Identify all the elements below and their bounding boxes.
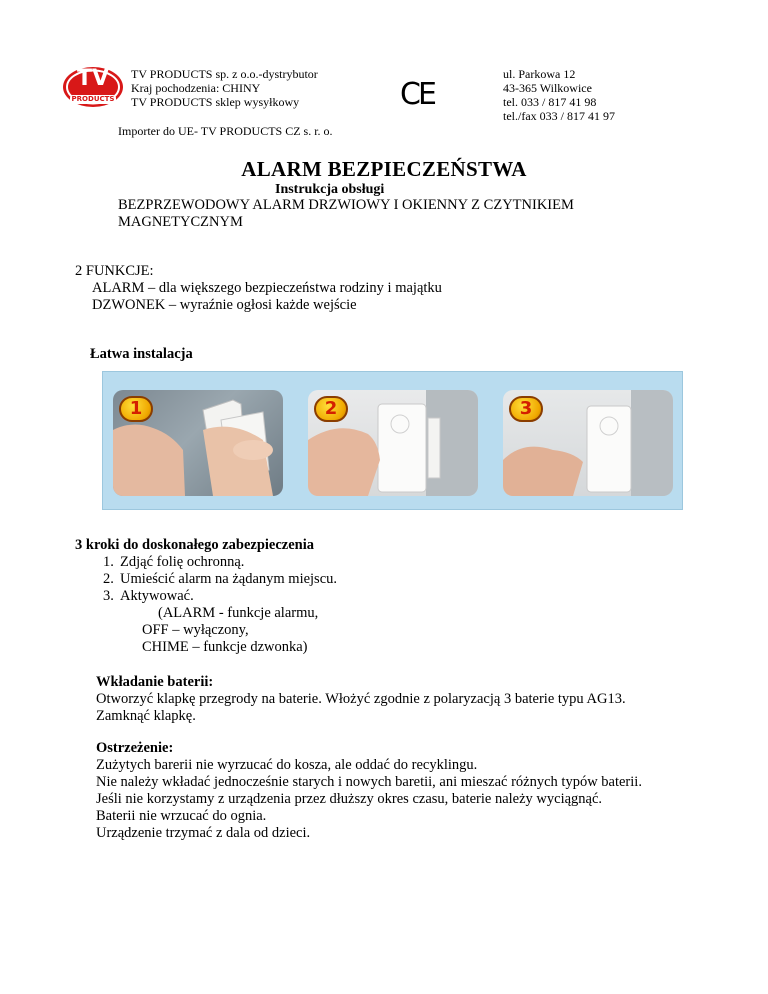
logo-subtext: PRODUCTS [71, 95, 115, 103]
step-photo-2 [308, 390, 478, 496]
step-badge-2: 2 [314, 396, 348, 422]
page-title: ALARM BEZPIECZEŃSTWA [241, 157, 527, 181]
warning-line: Nie należy wkładać jednocześnie starych i nowych baretii, ani mieszać różnych typów baterii. [96, 774, 642, 790]
step-photo-3 [503, 390, 673, 496]
address-city: 43-365 Wilkowice [503, 81, 592, 95]
page-subtitle: Instrukcja obsługi [275, 182, 385, 197]
installation-steps-image [102, 371, 683, 510]
battery-heading: Wkładanie baterii: [96, 674, 214, 690]
step-photo-1 [113, 390, 283, 496]
functions-list [92, 280, 442, 314]
warning-line: Baterii nie wrzucać do ognia. [96, 808, 267, 824]
warning-line: Urządzenie trzymać z dala od dzieci. [96, 825, 311, 841]
battery-instructions [96, 691, 626, 725]
product-description [118, 197, 574, 231]
mode-chime: CHIME – funkcje dzwonka) [142, 639, 308, 655]
address-fax: tel./fax 033 / 817 41 97 [503, 109, 615, 123]
step-text: Aktywować. [120, 588, 194, 604]
address-street: ul. Parkowa 12 [503, 67, 576, 81]
step-badge-3: 3 [509, 396, 543, 422]
functions-heading: 2 FUNKCJE: [75, 263, 154, 279]
step-item-3: 3. Aktywować. [103, 588, 194, 604]
step-text: Umieścić alarm na żądanym miejscu. [120, 571, 338, 587]
warning-list [96, 757, 642, 842]
steps-list [103, 554, 337, 605]
address-block [503, 67, 615, 123]
battery-line: Zamknąć klapkę. [96, 708, 196, 724]
warning-heading: Ostrzeżenie: [96, 740, 174, 756]
steps-heading: 3 kroki do doskonałego zabezpieczenia [75, 537, 314, 553]
battery-line: Otworzyć klapkę przegrody na baterie. Włożyć zgodnie z polaryzacją 3 baterie typu AG13. [96, 691, 626, 707]
shop-line: TV PRODUCTS sklep wysyłkowy [131, 95, 300, 109]
function-item-alarm: ALARM – dla większego bezpieczeństwa rodziny i majątku [92, 280, 442, 296]
distributor-line: TV PRODUCTS sp. z o.o.-dystrybutor [131, 67, 318, 81]
origin-line: Kraj pochodzenia: CHINY [131, 81, 261, 95]
tv-products-logo [62, 66, 124, 108]
warning-line: Jeśli nie korzystamy z urządzenia przez dłuższy okres czasu, baterie należy wyciągnąć. [96, 791, 603, 807]
ce-mark-text: CE [400, 77, 434, 112]
step-item-2: 2. Umieścić alarm na żądanym miejscu. [103, 571, 338, 587]
distributor-info [131, 67, 318, 109]
step-badge-1: 1 [119, 396, 153, 422]
step-text: Zdjąć folię ochronną. [120, 554, 245, 570]
step-item-1: 1. Zdjąć folię ochronną. [103, 554, 245, 570]
description-line: BEZPRZEWODOWY ALARM DRZWIOWY I OKIENNY Z CZYTNIKIEM [118, 197, 574, 213]
mode-alarm: (ALARM - funkcje alarmu, [158, 605, 319, 621]
warning-line: Zużytych barerii nie wyrzucać do kosza, ale oddać do recyklingu. [96, 757, 478, 773]
mode-off: OFF – wyłączony, [142, 622, 249, 638]
install-heading: Łatwa instalacja [90, 346, 193, 362]
description-line: MAGNETYCZNYM [118, 214, 243, 230]
importer-line: Importer do UE- TV PRODUCTS CZ s. r. o. [118, 124, 333, 138]
function-item-chime: DZWONEK – wyraźnie ogłosi każde wejście [92, 297, 357, 313]
logo-text: TV [76, 66, 110, 91]
address-phone: tel. 033 / 817 41 98 [503, 95, 597, 109]
ce-mark [400, 77, 444, 112]
